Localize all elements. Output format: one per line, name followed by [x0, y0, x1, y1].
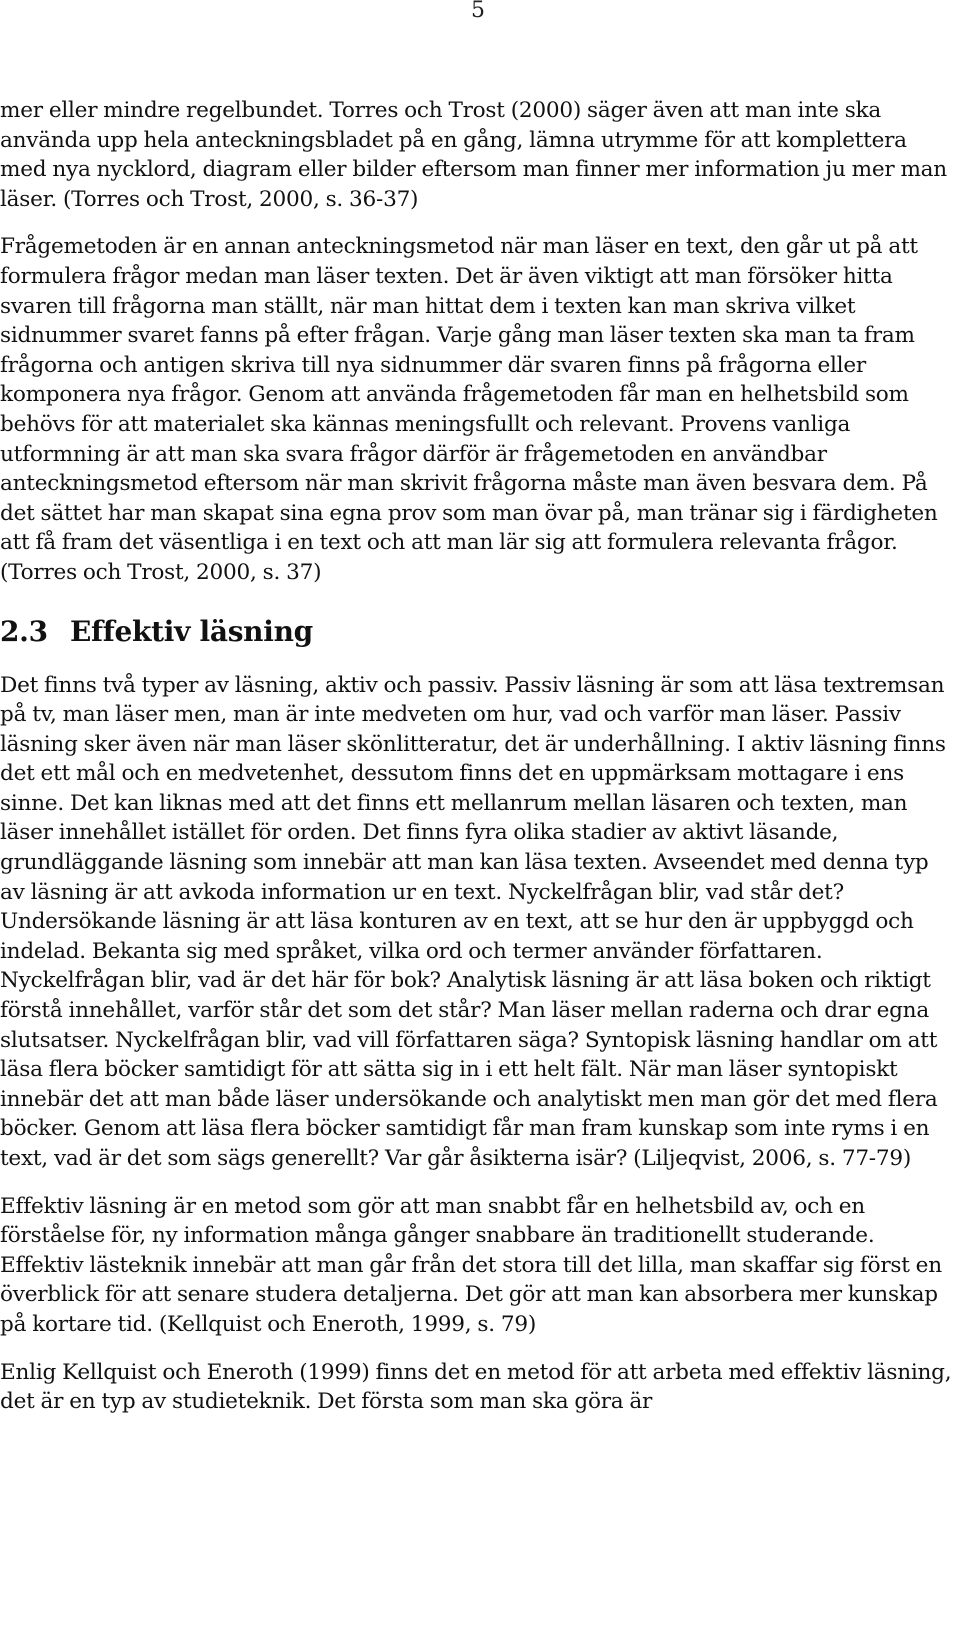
- paragraph-effective-reading: Effektiv läsning är en metod som gör att man snabbt får en helhetsbild av, och en förståelse för, ny information många gånger snabbare än traditionellt studerande. Effektiv lästeknik innebär att man går från det stora till det lilla, man skaffar sig först en överblick för att senare studera detaljerna. Det gör att man kan absorbera mer kunskap på kortare tid. (Kellquist och Eneroth, 1999, s. 79): [0, 1193, 942, 1337]
- section-title: Effektiv läsning: [70, 614, 313, 648]
- section-number: 2.3: [0, 614, 48, 648]
- paragraph-question-method: Frågemetoden är en annan anteckningsmetod när man läser en text, den går ut på att formulera frågor medan man läser texten. Det är även viktigt att man försöker hitta svaren till frågorna man ställt, när man hittat dem i texten kan man skriva vilket sidnummer svaret fanns på efter frågan. Varje gång man läser texten ska man ta fram frågorna och antigen skriva till nya sidnummer där svaren finns på frågorna eller komponera nya frågor. Genom att använda frågemetoden får man en helhetsbild som behövs för att materialet ska kännas meningsfullt och relevant. Provens vanliga utformning är att man ska svara frågor därför är frågemetoden en användbar anteckningsmetod eftersom när man skrivit frågorna måste man även besvara dem. På det sättet har man skapat sina egna prov som man övar på, man tränar sig i färdigheten att få fram det väsentliga i en text och att man lär sig att formulera relevanta frågor. (Torres och Trost, 2000, s. 37): [0, 234, 938, 585]
- page-number: 5: [471, 0, 485, 23]
- paragraph-active-passive-reading: Det finns två typer av läsning, aktiv och passiv. Passiv läsning är som att läsa textremsan på tv, man läser men, man är inte medveten om hur, vad och varför man läser. Passiv läsning sker även när man läser skönlitteratur, det är underhållning. I aktiv läsning finns det ett mål och en medvetenhet, dessutom finns det en uppmärksam mottagare i ens sinne. Det kan liknas med att det finns ett mellanrum mellan läsaren och texten, man läser innehållet istället för orden. Det finns fyra olika stadier av aktivt läsande, grundläggande läsning som innebär att man kan läsa texten. Avseendet med denna typ av läsning är att avkoda information ur en text. Nyckelfrågan blir, vad står det? Undersökande läsning är att läsa konturen av en text, att se hur den är uppbyggd och indelad. Bekanta sig med språket, vilka ord och termer använder författaren. Nyckelfrågan blir, vad är det här för bok? Analytisk läsning är att läsa boken och riktigt förstå innehållet, varför står det som det står? Man läser mellan raderna och drar egna slutsatser. Nyckelfrågan blir, vad vill författaren säga? Syntopisk läsning handlar om att läsa flera böcker samtidigt för att sätta sig in i ett helt fält. När man läser syntopiskt innebär det att man både läser undersökande och analytiskt men man gör det med flera böcker. Genom att läsa flera böcker samtidigt får man fram kunskap som inte ryms i en text, vad är det som sägs generellt? Var går åsikterna isär? (Liljeqvist, 2006, s. 77-79): [0, 672, 946, 1171]
- section-heading: [0, 615, 958, 649]
- paragraph-kellquist-eneroth-method: Enlig Kellquist och Eneroth (1999) finns det en metod för att arbeta med effektiv läsning, det är en typ av studieteknik. Det första som man ska göra är: [0, 1359, 952, 1415]
- paragraph-torres-trost-notes: mer eller mindre regelbundet. Torres och Trost (2000) säger även att man inte ska använda upp hela anteckningsbladet på en gång, lämna utrymme för att komplettera med nya nycklord, diagram eller bilder eftersom man finner mer information ju mer man läser. (Torres och Trost, 2000, s. 36-37): [0, 98, 947, 212]
- document-body: [0, 96, 958, 1417]
